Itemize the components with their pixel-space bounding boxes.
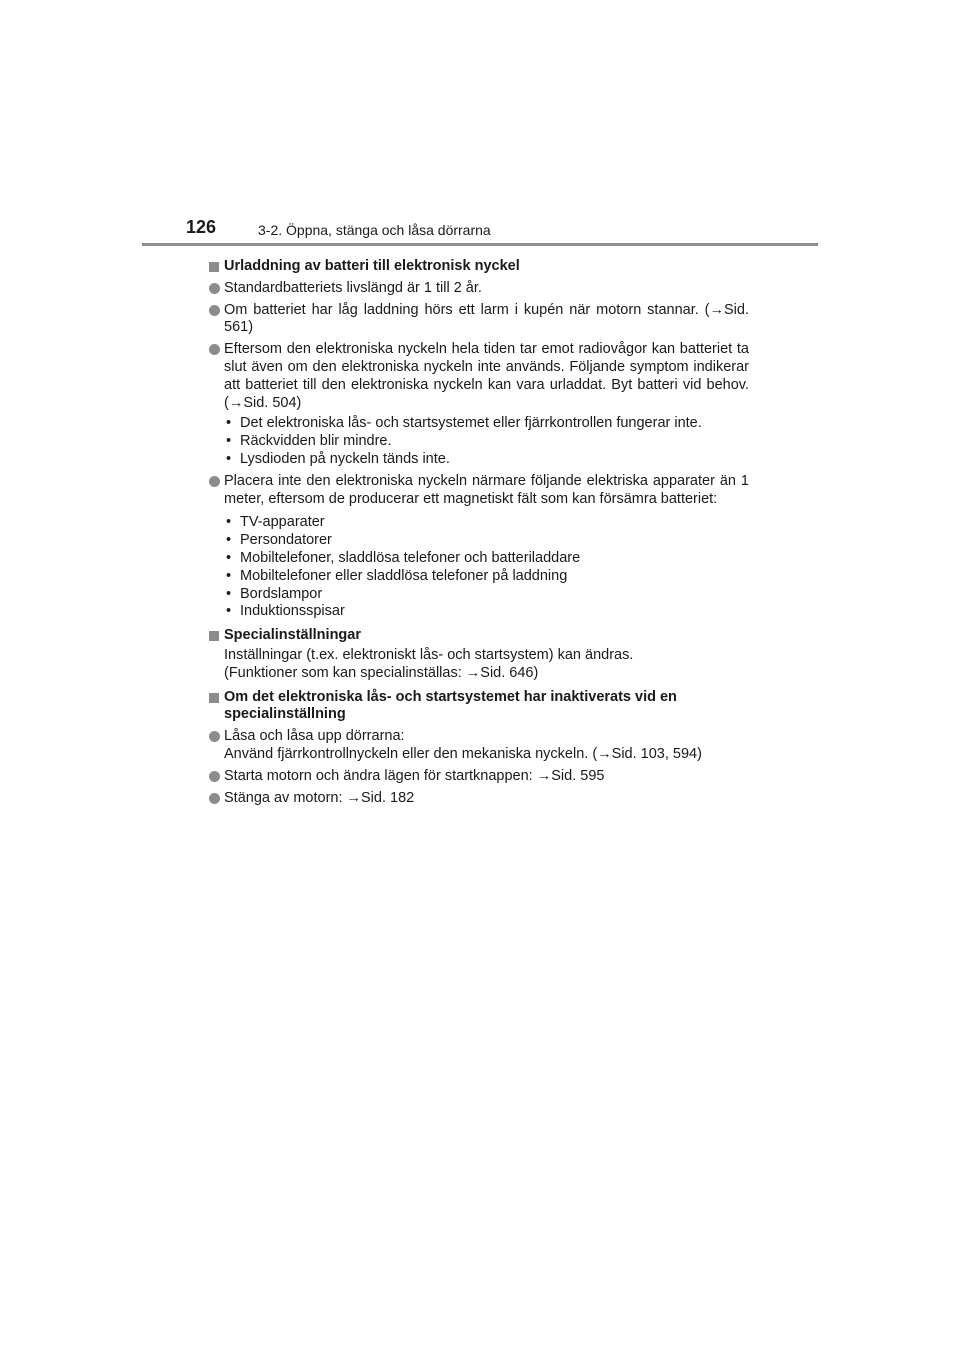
page-content	[209, 255, 749, 807]
circle-bullet-icon	[209, 344, 220, 355]
heading-text: Urladdning av batteri till elektronisk nyckel	[224, 258, 520, 274]
bullet-battery-life: Standardbatteriets livslängd är 1 till 2 år.	[209, 280, 749, 298]
bullet-low-battery-alarm: Om batteriet har låg laddning hörs ett larm i kupén när motorn stannar. (→Sid. 561)	[209, 302, 749, 338]
custom-settings-text: Inställningar (t.ex. elektroniskt lås- och startsystem) kan ändras. (Funktioner som kan specialinställas: →Sid. 646)	[224, 646, 634, 681]
heading-battery-discharge	[209, 258, 749, 276]
heading-text: Om det elektroniska lås- och startsystemet har inaktiverats vid en specialinställning	[224, 688, 677, 723]
symptom-list	[209, 415, 749, 468]
list-item: • Mobiltelefoner eller sladdlösa telefoner på laddning	[226, 568, 749, 586]
list-item: • Persondatorer	[226, 532, 749, 550]
heading-text: Specialinställningar	[224, 627, 361, 644]
list-item: • Bordslampor	[226, 586, 749, 604]
page-number: 126	[186, 217, 217, 237]
list-item: • Räckvidden blir mindre.	[226, 433, 749, 451]
bullet-lock-unlock: Låsa och låsa upp dörrarna: Använd fjärrkontrollnyckeln eller den mekaniska nyckeln. (→Sid. 103, 594)	[209, 728, 749, 764]
section-title: 3-2. Öppna, stänga och låsa dörrarna	[258, 222, 491, 238]
heading-custom-settings	[209, 627, 749, 645]
list-item: • TV-apparater	[226, 514, 749, 532]
square-bullet-icon	[209, 631, 219, 641]
circle-bullet-icon	[209, 731, 220, 742]
list-item: • Lysdioden på nyckeln tänds inte.	[226, 451, 749, 469]
circle-bullet-icon	[209, 305, 220, 316]
circle-bullet-icon	[209, 476, 220, 487]
list-item: • Mobiltelefoner, sladdlösa telefoner och batteriladdare	[226, 550, 749, 568]
page-header	[186, 217, 818, 241]
bullet-magnetic-field: Placera inte den elektroniska nyckeln närmare följande elektriska apparater än 1 meter, eftersom de producerar ett magnetiskt fält som kan försämra batteriet:	[209, 473, 749, 509]
square-bullet-icon	[209, 693, 219, 703]
heading-system-disabled	[209, 689, 749, 725]
bullet-radio-waves: Eftersom den elektroniska nyckeln hela tiden tar emot radiovågor kan batteriet ta slut även om den elektroniska nyckeln inte används. Följande symptom indikerar att batteriet till den elektroniska nyckeln kan vara urladdat. Byt batteri vid behov. (→Sid. 504)	[209, 341, 749, 412]
bullet-start-engine: Starta motorn och ändra lägen för startknappen: →Sid. 595	[209, 768, 749, 786]
bullet-stop-engine: Stänga av motorn: →Sid. 182	[209, 790, 749, 808]
circle-bullet-icon	[209, 793, 220, 804]
circle-bullet-icon	[209, 283, 220, 294]
list-item: • Det elektroniska lås- och startsystemet eller fjärrkontrollen fungerar inte.	[226, 415, 749, 433]
header-divider	[142, 243, 818, 246]
square-bullet-icon	[209, 262, 219, 272]
list-item: • Induktionsspisar	[226, 603, 749, 621]
device-list	[209, 514, 749, 621]
circle-bullet-icon	[209, 771, 220, 782]
